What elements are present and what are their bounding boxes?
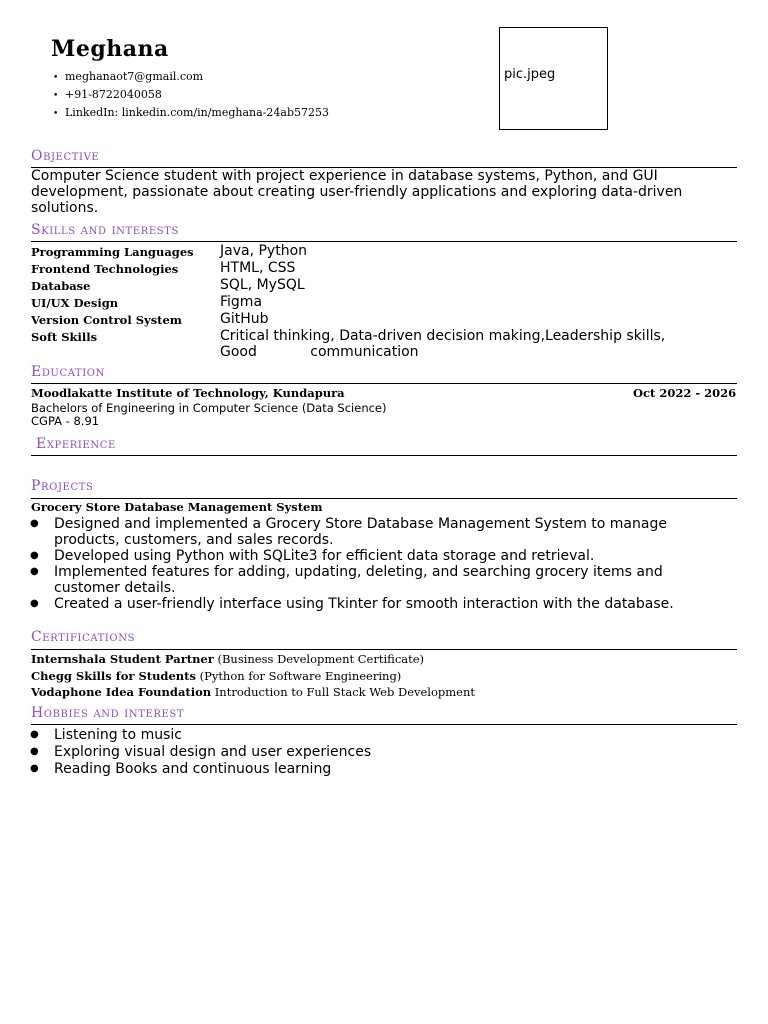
skill-value: Figma — [220, 294, 263, 310]
section-title-objective: Objective — [31, 148, 100, 164]
bullet-icon: • — [53, 73, 59, 83]
certification-detail: Introduction to Full Stack Web Development — [214, 685, 476, 699]
skill-label: Soft Skills — [31, 330, 98, 344]
section-divider — [31, 649, 737, 650]
candidate-name: Meghana — [51, 36, 169, 62]
section-title-education: Education — [31, 364, 105, 380]
bullet-icon: • — [53, 109, 59, 119]
certification-item — [31, 685, 475, 699]
profile-photo-placeholder — [499, 27, 608, 130]
contact-item — [53, 70, 329, 88]
linkedin-link[interactable]: LinkedIn: linkedin.com/in/meghana-24ab57253 — [65, 106, 329, 119]
objective-text: Computer Science student with project experience in database systems, Python, and GUI development, passionate about creating user-friendly applications and exploring data-driven solutions. — [31, 168, 683, 216]
list-item: ● Developed using Python with SQLite3 for efficient data storage and retrieval. — [30, 548, 730, 564]
skill-value: SQL, MySQL — [220, 277, 305, 293]
list-item: ● Listening to music — [30, 727, 730, 743]
skill-value: GitHub — [220, 311, 269, 327]
project-title: Grocery Store Database Management System — [31, 500, 323, 514]
hobbies-list — [30, 727, 730, 777]
list-item: ● Reading Books and continuous learning — [30, 761, 730, 777]
skill-value: Java, Python — [220, 243, 308, 259]
certification-detail: (Business Development Certificate) — [217, 652, 425, 666]
list-item: ● Created a user-friendly interface using Tkinter for smooth interaction with the database. — [30, 596, 730, 612]
project-bullets — [30, 516, 730, 612]
skill-value: HTML, CSS — [220, 260, 296, 276]
phone-number: +91-8722040058 — [65, 88, 162, 101]
certification-item — [31, 669, 401, 683]
list-item: ● Designed and implemented a Grocery Store Database Management System to manage products, customers, and sales records. — [30, 516, 730, 548]
section-divider — [31, 241, 737, 242]
section-divider — [31, 724, 737, 725]
list-item: ● Exploring visual design and user experiences — [30, 744, 730, 760]
skill-label: Programming Languages — [31, 245, 194, 259]
section-title-experience: Experience — [36, 436, 116, 452]
education-dates: Oct 2022 - 2026 — [633, 386, 737, 400]
skill-value: Critical thinking, Data-driven decision making,Leadership skills, Good communication — [220, 328, 670, 360]
photo-label: pic.jpeg — [504, 67, 556, 82]
cgpa: CGPA - 8.91 — [31, 414, 100, 428]
section-title-skills: Skills and interests — [31, 222, 179, 238]
degree-name: Bachelors of Engineering in Computer Science (Data Science) — [31, 401, 387, 415]
skill-label: UI/UX Design — [31, 296, 119, 310]
section-divider — [31, 383, 737, 384]
contact-item — [53, 106, 329, 124]
institution-name: Moodlakatte Institute of Technology, Kundapura — [31, 386, 345, 400]
list-item: ● Implemented features for adding, updating, deleting, and searching grocery items and customer details. — [30, 564, 730, 596]
email-link[interactable]: meghanaot7@gmail.com — [65, 70, 204, 83]
bullet-icon: • — [53, 91, 59, 101]
section-title-projects: Projects — [31, 478, 94, 494]
certification-item — [31, 652, 424, 666]
skill-label: Frontend Technologies — [31, 262, 179, 276]
certification-name: Internshala Student Partner — [31, 652, 214, 666]
contact-item — [53, 88, 329, 106]
section-title-certifications: Certifications — [31, 629, 136, 645]
certification-name: Vodaphone Idea Foundation — [31, 685, 212, 699]
section-divider — [31, 498, 737, 499]
certification-detail: (Python for Software Engineering) — [199, 669, 402, 683]
skill-label: Version Control System — [31, 313, 182, 327]
section-title-hobbies: Hobbies and interest — [31, 705, 185, 721]
certification-name: Chegg Skills for Students — [31, 669, 196, 683]
section-divider — [31, 455, 737, 456]
skill-label: Database — [31, 279, 91, 293]
contact-list — [53, 70, 329, 124]
